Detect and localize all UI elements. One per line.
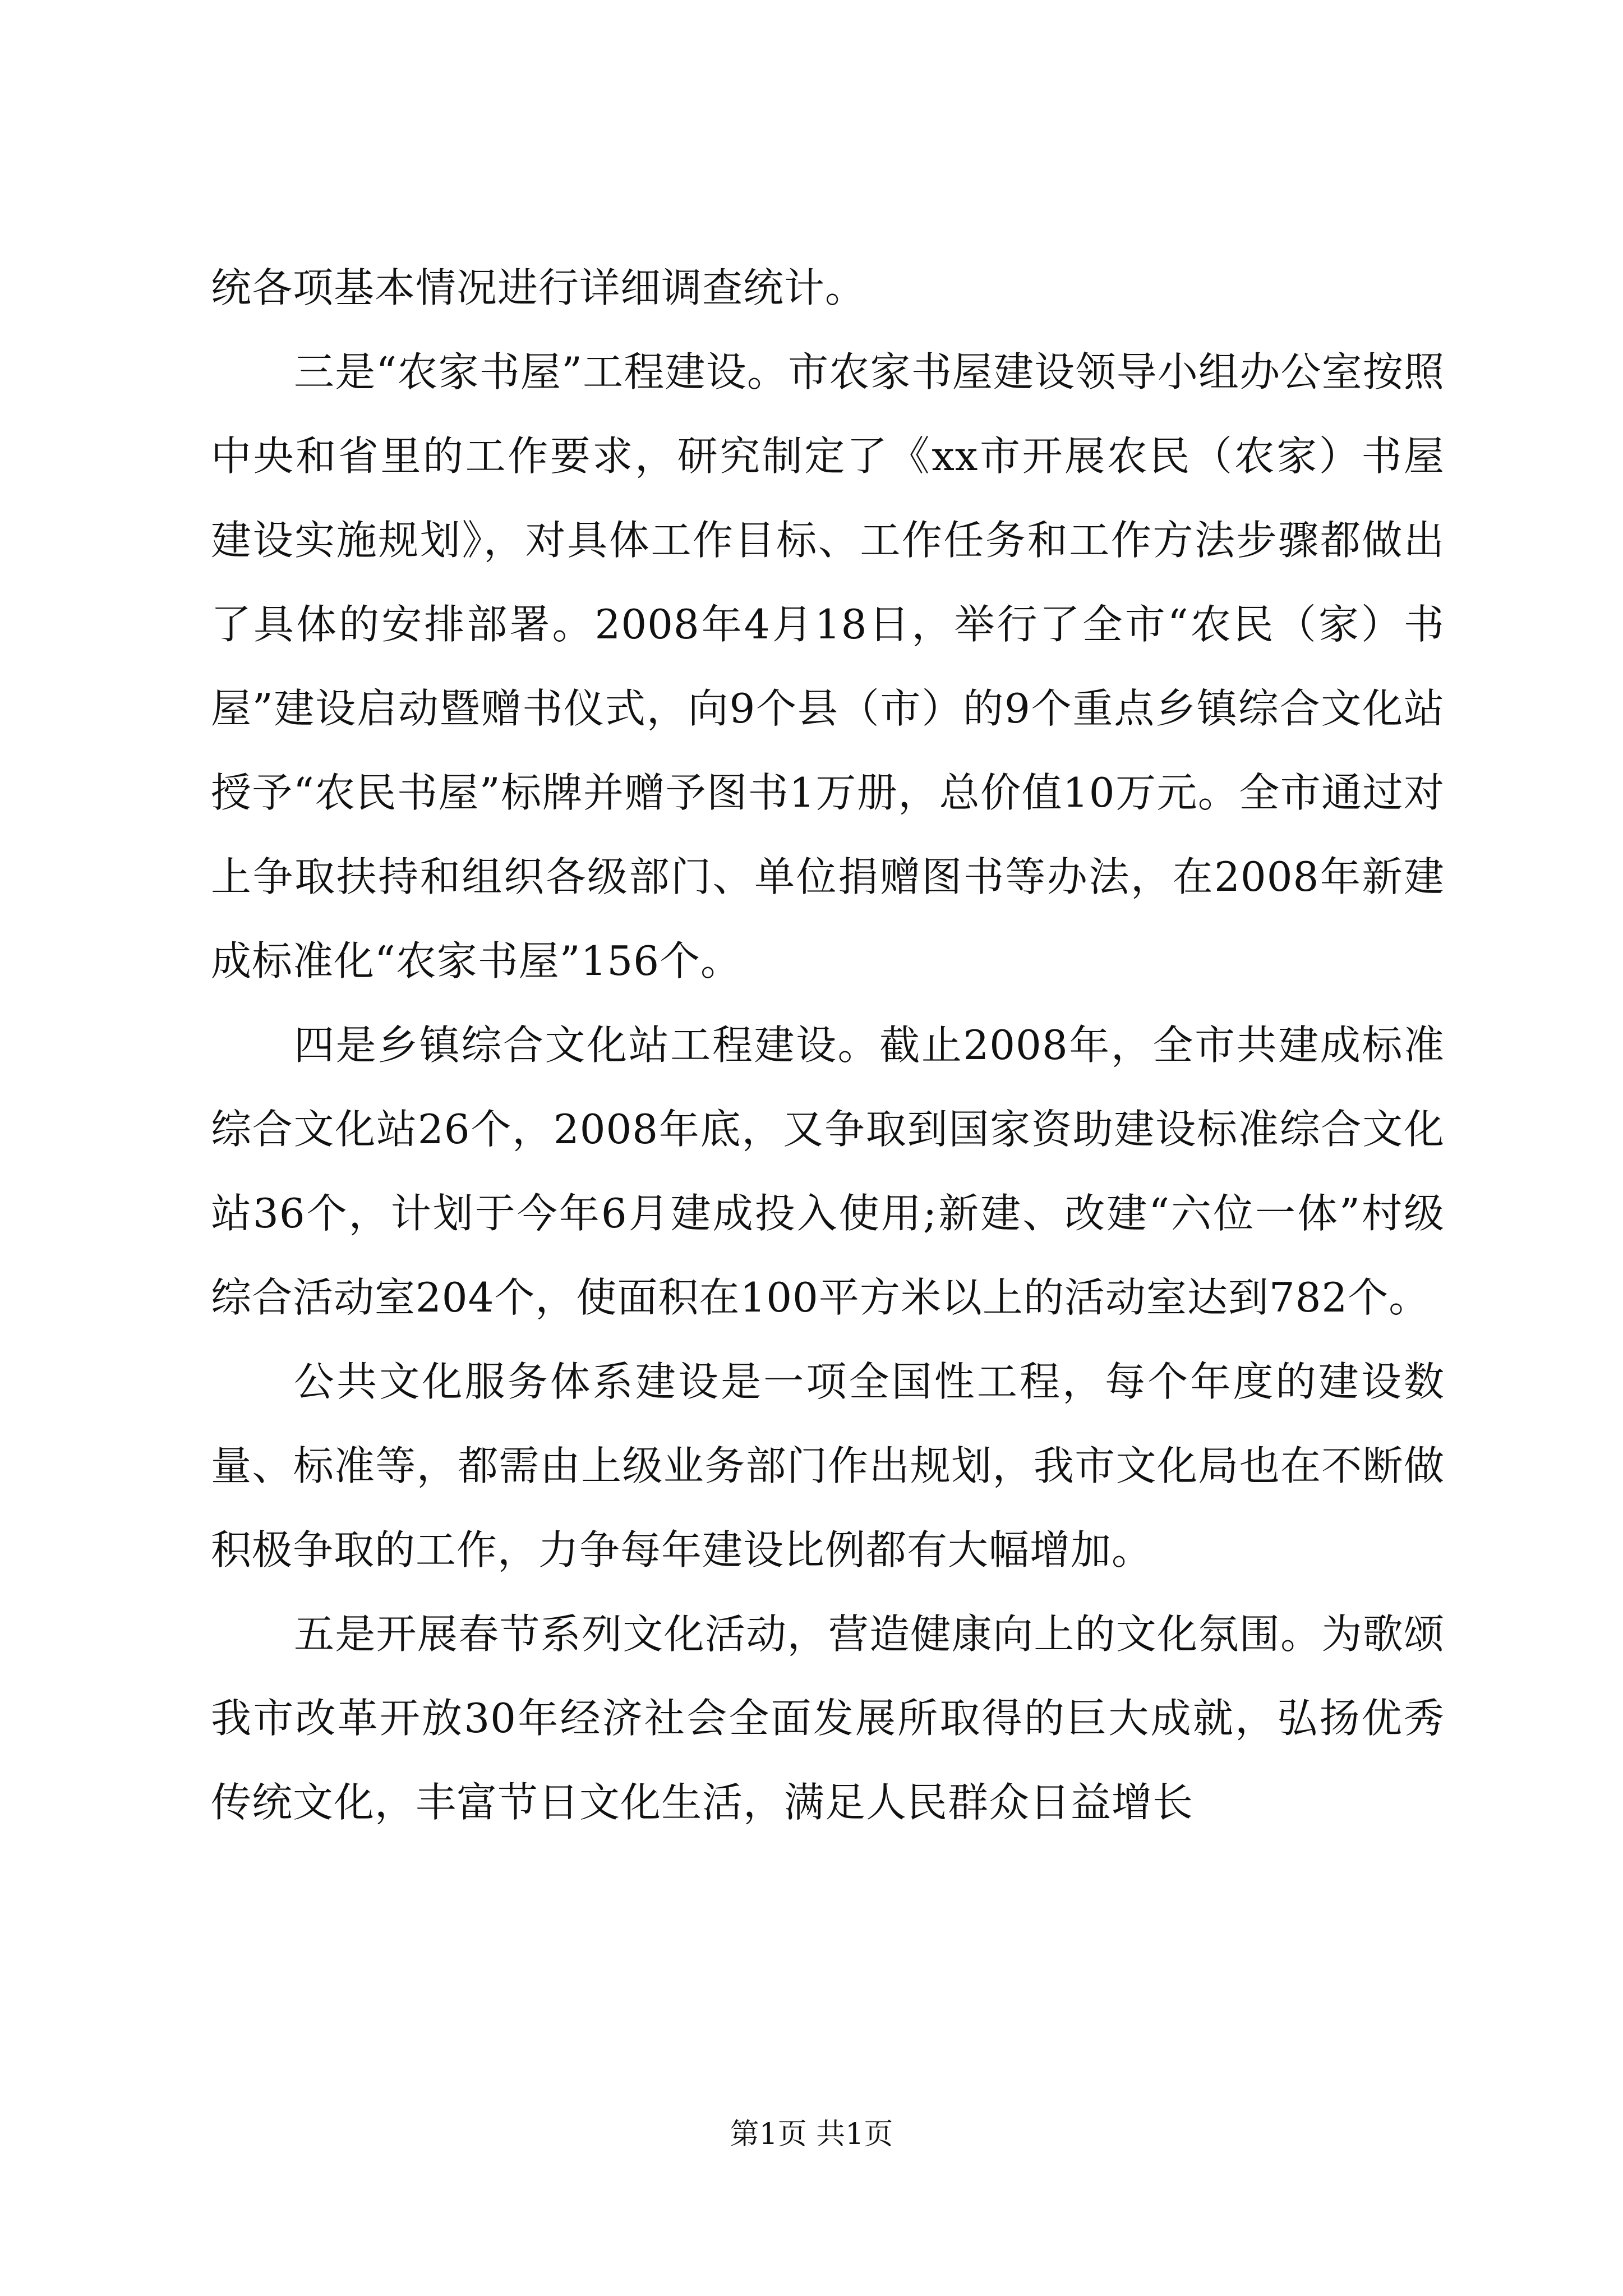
paragraph-township-culture-station: 四是乡镇综合文化站工程建设。截止2008年，全市共建成标准综合文化站26个，2008年底，又争取到国家资助建设标准综合文化站36个，计划于今年6月建成投入使用;新建、改建“六位一体”村级综合活动室204个，使面积在100平方米以上的活动室达到782个。 xyxy=(211,1022,1445,1321)
paragraph-farmhouse-library: 三是“农家书屋”工程建设。市农家书屋建设领导小组办公室按照中央和省里的工作要求，研究制定了《xx市开展农民（农家）书屋建设实施规划》，对具体工作目标、工作任务和工作方法步骤都做出了具体的安排部署。2008年4月18日，举行了全市“农民（家）书屋”建设启动暨赠书仪式，向9个县（市）的9个重点乡镇综合文化站授予“农民书屋”标牌并赠予图书1万册，总价值10万元。全市通过对上争取扶持和组织各级部门、单位捐赠图书等办法，在2008年新建成标准化“农家书屋”156个。 xyxy=(211,348,1445,984)
paragraph-spring-festival: 五是开展春节系列文化活动，营造健康向上的文化氛围。为歌颂我市改革开放30年经济社会全面发展所取得的巨大成就，弘扬优秀传统文化，丰富节日文化生活，满足人民群众日益增长 xyxy=(211,1611,1445,1826)
paragraph-public-culture-system: 公共文化服务体系建设是一项全国性工程，每个年度的建设数量、标准等，都需由上级业务部门作出规划，我市文化局也在不断做积极争取的工作，力争每年建设比例都有大幅增加。 xyxy=(211,1358,1445,1573)
document-body xyxy=(211,246,1445,1844)
paragraph-continuation: 统各项基本情况进行详细调查统计。 xyxy=(211,264,866,311)
page-footer: 第1页 共1页 xyxy=(730,2118,893,2151)
